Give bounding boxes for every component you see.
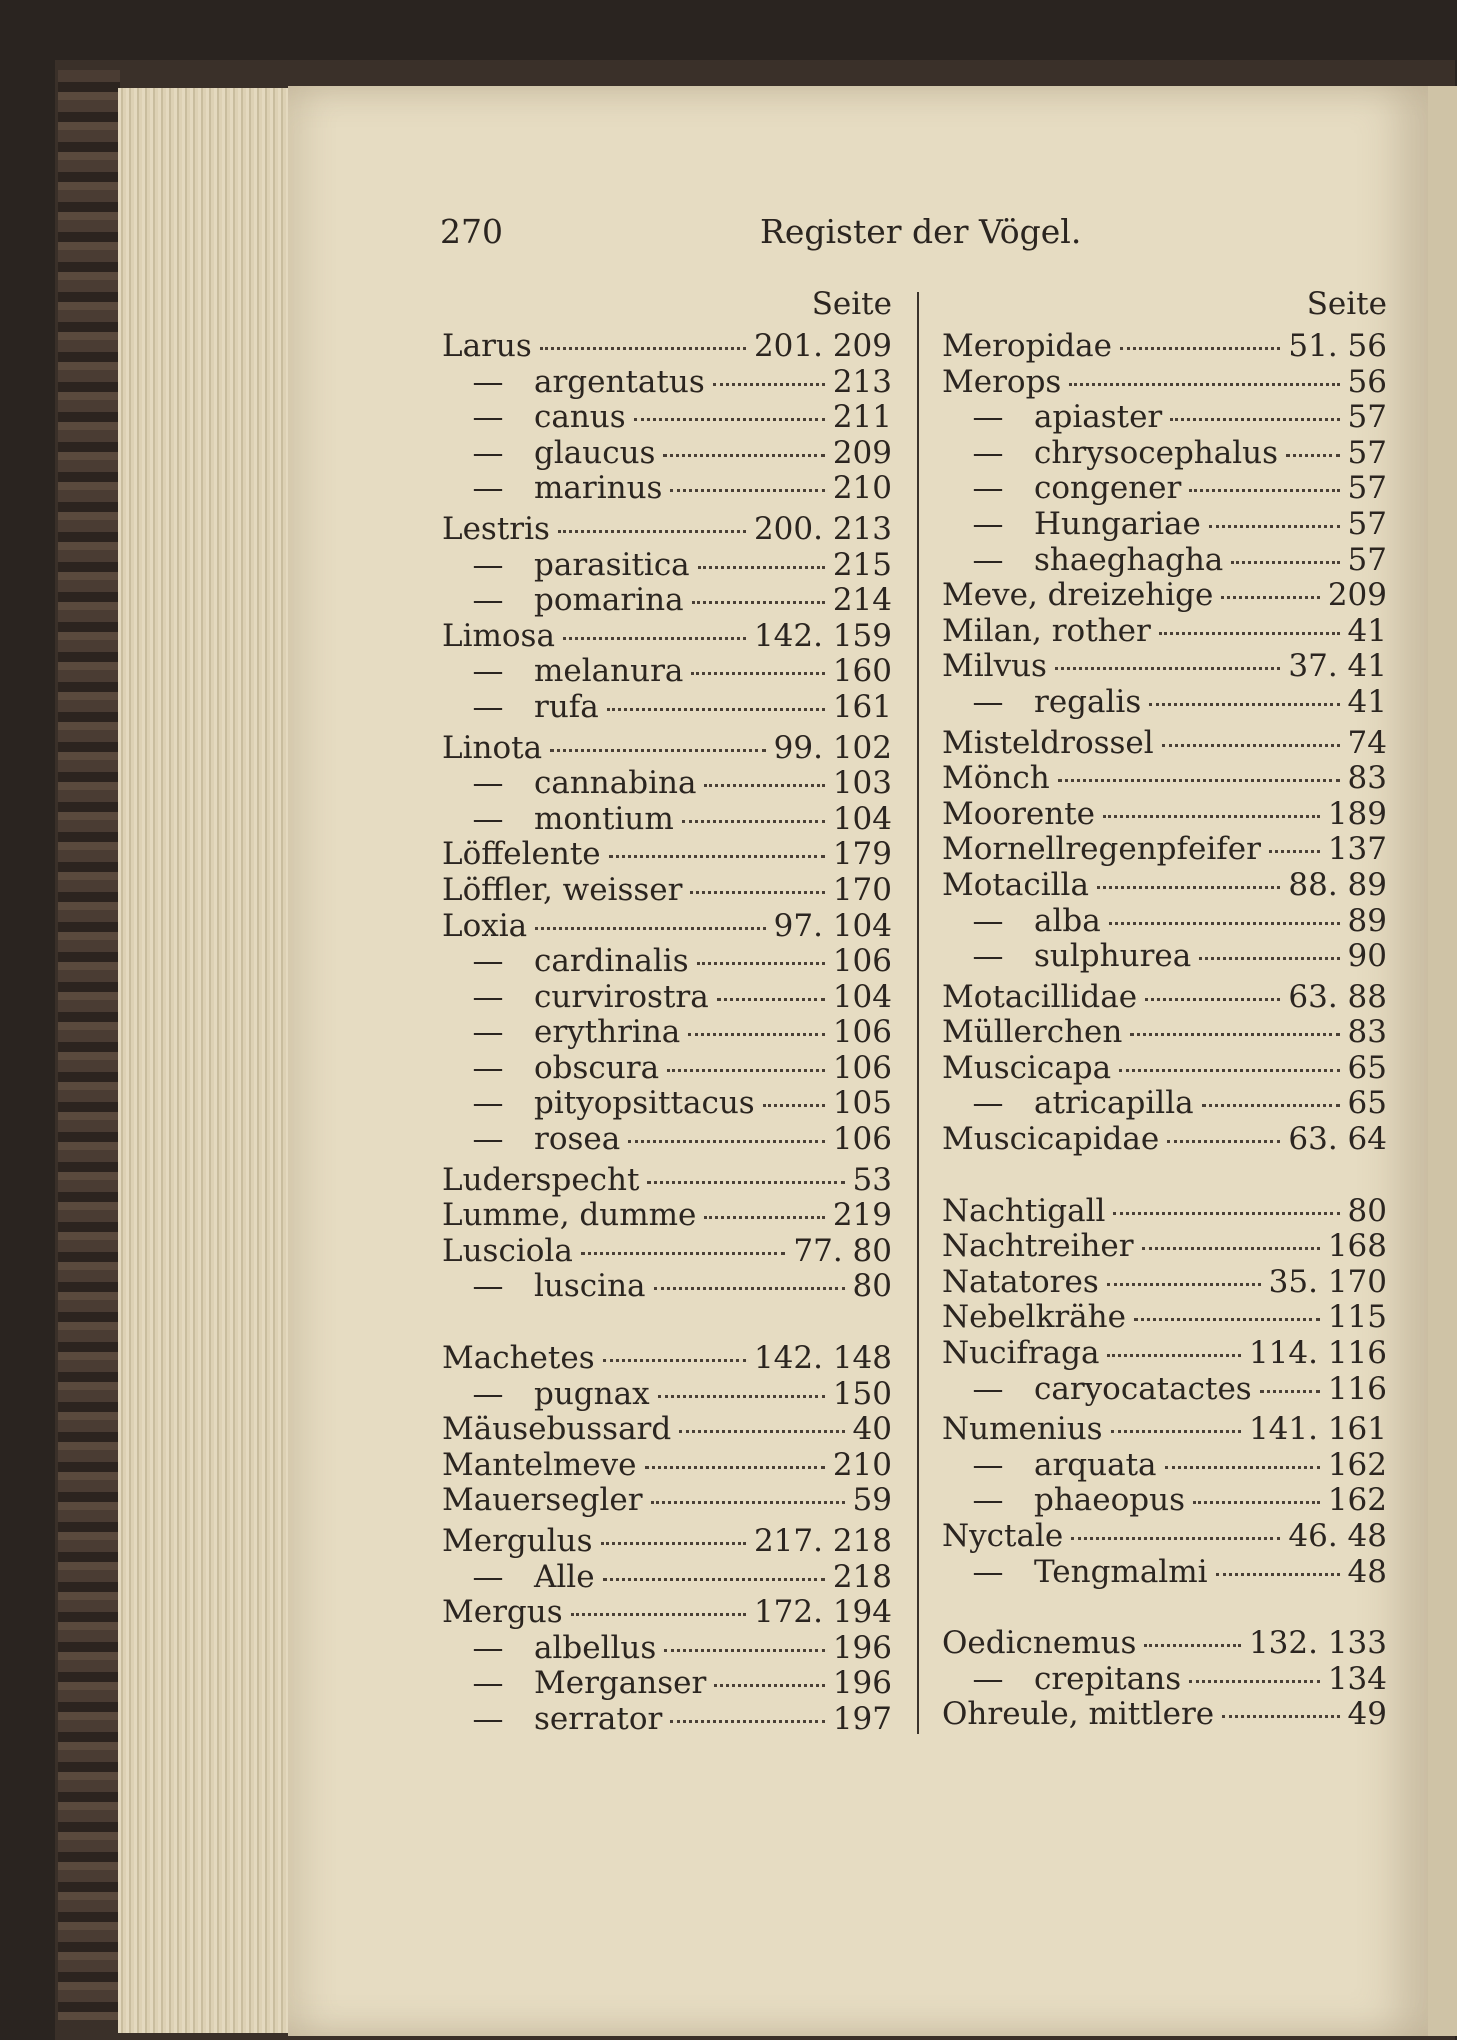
leader-dots xyxy=(1189,458,1339,492)
entry-pages: 115 xyxy=(1327,1299,1387,1336)
entry-pages: 80 xyxy=(1347,1192,1387,1229)
entry-pages: 57 xyxy=(1347,470,1387,507)
entry-name: Mantelmeve xyxy=(442,1446,637,1483)
index-entry xyxy=(942,790,1387,832)
leader-dots xyxy=(603,1328,746,1362)
entry-pages: 48 xyxy=(1347,1553,1387,1590)
leader-dots xyxy=(1107,1323,1240,1357)
ditto-dash: — xyxy=(472,688,504,725)
leader-dots xyxy=(1134,1287,1320,1321)
leader-dots xyxy=(691,641,824,675)
leader-dots xyxy=(692,570,825,604)
entry-pages: 41 xyxy=(1347,612,1387,649)
ditto-dash: — xyxy=(972,399,1004,436)
ditto-dash: — xyxy=(972,1660,1004,1697)
entry-pages: 172. 194 xyxy=(753,1594,892,1631)
leader-dots xyxy=(1119,1038,1339,1072)
entry-name: phaeopus xyxy=(1034,1482,1186,1519)
ditto-dash: — xyxy=(472,1014,504,1051)
entry-pages: 106 xyxy=(832,1049,892,1086)
entry-name: Lestris xyxy=(442,510,550,547)
entry-pages: 106 xyxy=(832,1121,892,1158)
entry-name: erythrina xyxy=(534,1014,681,1051)
leader-dots xyxy=(1055,636,1280,670)
entry-name: shaeghagha xyxy=(1034,541,1224,578)
entry-pages: 104 xyxy=(832,800,892,837)
entry-pages: 83 xyxy=(1347,760,1387,797)
entry-name: argentatus xyxy=(534,363,705,400)
entry-name: alba xyxy=(1034,902,1101,939)
leader-dots xyxy=(1103,784,1320,818)
ditto-dash: — xyxy=(972,938,1004,975)
entry-name: Numenius xyxy=(942,1411,1103,1448)
leader-dots xyxy=(1216,1542,1340,1576)
leader-dots xyxy=(1286,423,1340,457)
ditto-dash: — xyxy=(472,399,504,436)
index-column-right xyxy=(942,286,1387,1733)
entry-name: Mönch xyxy=(942,760,1050,797)
entry-pages: 106 xyxy=(832,1014,892,1051)
entry-pages: 196 xyxy=(832,1629,892,1666)
leader-dots xyxy=(535,896,766,930)
entry-list xyxy=(442,322,892,1737)
leader-dots xyxy=(540,316,746,350)
entry-name: Muscicapa xyxy=(942,1049,1112,1086)
leader-dots xyxy=(1221,565,1320,599)
entry-pages: 57 xyxy=(1347,399,1387,436)
entry-name: Lumme, dumme xyxy=(442,1197,697,1234)
entry-pages: 65 xyxy=(1347,1049,1387,1086)
ditto-dash: — xyxy=(972,1553,1004,1590)
entry-name: Nyctale xyxy=(942,1518,1064,1554)
entry-name: Mergulus xyxy=(442,1523,593,1559)
page-header xyxy=(440,212,1380,256)
leader-dots xyxy=(628,1109,825,1143)
leader-dots xyxy=(1167,1109,1280,1143)
leader-dots xyxy=(1142,1216,1320,1250)
entry-pages: 168 xyxy=(1327,1228,1387,1265)
entry-name: pomarina xyxy=(534,582,684,619)
leader-dots xyxy=(717,967,825,1001)
leader-dots xyxy=(603,1547,825,1581)
entry-name: Milan, rother xyxy=(942,612,1151,649)
page-number: 270 xyxy=(440,212,503,251)
entry-pages: 63. 88 xyxy=(1288,978,1387,1015)
entry-name: Natatores xyxy=(942,1263,1099,1300)
entry-pages: 51. 56 xyxy=(1288,328,1387,364)
leader-dots xyxy=(1111,1399,1241,1433)
entry-pages: 90 xyxy=(1347,938,1387,975)
leader-dots xyxy=(601,1511,746,1545)
entry-pages: 88. 89 xyxy=(1288,866,1387,903)
index-entry xyxy=(942,1619,1387,1662)
leader-dots xyxy=(1145,967,1280,1001)
leader-dots xyxy=(1107,1252,1261,1286)
entry-name: obscura xyxy=(534,1049,660,1086)
index-entry xyxy=(442,1476,892,1519)
entry-name: Misteldrossel xyxy=(942,724,1154,761)
leader-dots xyxy=(667,1038,825,1072)
ditto-dash: — xyxy=(472,978,504,1015)
entry-name: Nucifraga xyxy=(942,1335,1100,1372)
entry-pages: 161 xyxy=(832,688,892,725)
entry-name: cannabina xyxy=(534,765,697,802)
entry-pages: 132. 133 xyxy=(1248,1625,1387,1662)
entry-pages: 213 xyxy=(832,363,892,400)
leader-dots xyxy=(607,677,825,711)
page-title: Register der Vögel. xyxy=(760,212,1082,251)
leader-dots xyxy=(1120,316,1280,350)
entry-name: atricapilla xyxy=(1034,1085,1194,1122)
ditto-dash: — xyxy=(472,363,504,400)
leader-dots xyxy=(550,718,766,752)
ditto-dash: — xyxy=(472,1700,504,1737)
entry-pages: 142. 148 xyxy=(753,1340,892,1377)
entry-name: Luderspecht xyxy=(442,1161,640,1198)
entry-pages: 200. 213 xyxy=(753,510,892,547)
entry-pages: 160 xyxy=(832,653,892,690)
leader-dots xyxy=(698,535,825,569)
entry-name: canus xyxy=(534,399,626,436)
entry-pages: 57 xyxy=(1347,541,1387,578)
seite-label: Seite xyxy=(811,286,892,322)
ditto-dash: — xyxy=(972,541,1004,578)
entry-pages: 170 xyxy=(832,871,892,908)
entry-pages: 99. 102 xyxy=(773,729,892,766)
leader-dots xyxy=(679,1399,844,1433)
column-divider xyxy=(917,292,919,1734)
entry-name: montium xyxy=(534,800,674,837)
leader-dots xyxy=(1170,387,1339,421)
ditto-dash: — xyxy=(472,582,504,619)
entry-name: Muscicapidae xyxy=(942,1121,1160,1158)
leader-dots xyxy=(1159,601,1340,635)
entry-pages: 74 xyxy=(1347,724,1387,761)
ditto-dash: — xyxy=(472,1049,504,1086)
leader-dots xyxy=(1165,1435,1320,1469)
entry-name: parasitica xyxy=(534,546,690,583)
leader-dots xyxy=(670,1689,825,1723)
leader-dots xyxy=(658,1364,825,1398)
entry-name: Nachtigall xyxy=(942,1192,1106,1229)
ditto-dash: — xyxy=(472,470,504,507)
entry-name: congener xyxy=(1034,470,1182,507)
entry-name: melanura xyxy=(534,653,684,690)
leader-dots xyxy=(1130,1002,1339,1036)
ditto-dash: — xyxy=(972,470,1004,507)
entry-pages: 114. 116 xyxy=(1248,1335,1387,1372)
ditto-dash: — xyxy=(972,902,1004,939)
entry-pages: 80 xyxy=(852,1268,892,1305)
entry-pages: 189 xyxy=(1327,795,1387,832)
entry-pages: 83 xyxy=(1347,1014,1387,1051)
entry-list xyxy=(942,322,1387,1733)
entry-name: Hungariae xyxy=(1034,505,1201,542)
entry-name: pityopsittacus xyxy=(534,1085,755,1122)
ditto-dash: — xyxy=(972,1370,1004,1407)
ditto-dash: — xyxy=(972,1085,1004,1122)
entry-pages: 162 xyxy=(1327,1446,1387,1483)
entry-pages: 134 xyxy=(1327,1660,1387,1697)
leader-dots xyxy=(645,1435,825,1469)
leader-dots xyxy=(1058,748,1340,782)
leader-dots xyxy=(663,423,824,457)
entry-pages: 218 xyxy=(832,1558,892,1595)
ditto-dash: — xyxy=(472,765,504,802)
entry-name: Machetes xyxy=(442,1340,595,1377)
ditto-dash: — xyxy=(472,653,504,690)
leader-dots xyxy=(1069,352,1339,386)
entry-pages: 57 xyxy=(1347,434,1387,471)
entry-pages: 116 xyxy=(1327,1370,1387,1407)
entry-pages: 41 xyxy=(1347,683,1387,720)
entry-pages: 210 xyxy=(832,1446,892,1483)
ditto-dash: — xyxy=(472,1268,504,1305)
entry-pages: 77. 80 xyxy=(793,1232,892,1269)
entry-pages: 179 xyxy=(832,836,892,873)
entry-name: caryocatactes xyxy=(1034,1370,1252,1407)
entry-name: sulphurea xyxy=(1034,938,1192,975)
leader-dots xyxy=(1162,713,1340,747)
entry-pages: 49 xyxy=(1347,1696,1387,1733)
leader-dots xyxy=(609,824,825,858)
leader-dots xyxy=(1231,530,1339,564)
ditto-dash: — xyxy=(472,1121,504,1158)
entry-name: Milvus xyxy=(942,648,1047,685)
entry-name: Löffler, weisser xyxy=(442,871,683,908)
entry-pages: 201. 209 xyxy=(753,328,892,364)
leader-dots xyxy=(651,1470,845,1504)
entry-name: Moorente xyxy=(942,795,1096,832)
leader-dots xyxy=(634,387,825,421)
entry-name: Limosa xyxy=(442,617,555,654)
ditto-dash: — xyxy=(472,800,504,837)
entry-name: Mauersegler xyxy=(442,1482,643,1519)
entry-name: Ohreule, mittlere xyxy=(942,1696,1215,1733)
entry-name: serrator xyxy=(534,1700,663,1737)
entry-name: Nachtreiher xyxy=(942,1228,1134,1265)
ditto-dash: — xyxy=(472,1629,504,1666)
facing-page-edge xyxy=(1428,86,1457,2036)
ditto-dash: — xyxy=(472,943,504,980)
entry-name: cardinalis xyxy=(534,943,689,980)
entry-name: Meve, dreizehige xyxy=(942,577,1214,614)
ditto-dash: — xyxy=(472,1558,504,1595)
entry-name: rosea xyxy=(534,1121,621,1158)
entry-pages: 215 xyxy=(832,546,892,583)
entry-name: Nebelkrähe xyxy=(942,1299,1126,1336)
entry-pages: 63. 64 xyxy=(1288,1121,1387,1158)
entry-name: Müllerchen xyxy=(942,1014,1123,1051)
entry-pages: 57 xyxy=(1347,505,1387,542)
entry-name: curvirostra xyxy=(534,978,709,1015)
entry-pages: 104 xyxy=(832,978,892,1015)
entry-name: Oedicnemus xyxy=(942,1625,1137,1662)
leader-dots xyxy=(1193,1470,1320,1504)
page-stack-edge xyxy=(118,88,290,2033)
entry-name: apiaster xyxy=(1034,399,1163,436)
ditto-dash: — xyxy=(972,1446,1004,1483)
entry-pages: 56 xyxy=(1347,363,1387,400)
entry-name: luscina xyxy=(534,1268,646,1305)
index-column-left xyxy=(442,286,892,1737)
ditto-dash: — xyxy=(472,434,504,471)
leader-dots xyxy=(1189,1649,1320,1683)
entry-name: pugnax xyxy=(534,1375,650,1412)
leader-dots xyxy=(1113,1181,1339,1215)
entry-pages: 210 xyxy=(832,470,892,507)
marbled-cover-edge xyxy=(58,70,120,2020)
entry-name: glaucus xyxy=(534,434,656,471)
ditto-dash: — xyxy=(972,683,1004,720)
leader-dots xyxy=(1209,494,1340,528)
leader-dots xyxy=(763,1073,825,1107)
leader-dots xyxy=(697,931,825,965)
entry-pages: 103 xyxy=(832,765,892,802)
entry-pages: 46. 48 xyxy=(1288,1518,1387,1554)
leader-dots xyxy=(690,860,824,894)
entry-name: regalis xyxy=(1034,683,1142,720)
entry-pages: 59 xyxy=(852,1482,892,1519)
entry-name: marinus xyxy=(534,470,663,507)
entry-name: arquata xyxy=(1034,1446,1157,1483)
ditto-dash: — xyxy=(972,505,1004,542)
leader-dots xyxy=(1202,1073,1340,1107)
entry-pages: 53 xyxy=(852,1161,892,1198)
entry-name: Motacillidae xyxy=(942,978,1138,1015)
entry-name: Merops xyxy=(942,363,1062,400)
leader-dots xyxy=(688,1002,825,1036)
leader-dots xyxy=(664,1618,825,1652)
index-entry xyxy=(942,1690,1387,1733)
entry-pages: 209 xyxy=(832,434,892,471)
leader-dots xyxy=(1071,1506,1280,1540)
leader-dots xyxy=(1199,926,1339,960)
leader-dots xyxy=(1109,891,1340,925)
entry-pages: 162 xyxy=(1327,1482,1387,1519)
index-entry xyxy=(942,1329,1387,1372)
entry-name: Mäusebussard xyxy=(442,1411,672,1448)
leader-dots xyxy=(714,1653,825,1687)
entry-pages: 65 xyxy=(1347,1085,1387,1122)
entry-name: Mornellregenpfeifer xyxy=(942,831,1261,868)
entry-pages: 197 xyxy=(832,1700,892,1737)
entry-name: Larus xyxy=(442,328,532,364)
entry-name: Löffelente xyxy=(442,836,601,873)
entry-name: Linota xyxy=(442,729,543,766)
entry-name: Alle xyxy=(534,1558,595,1595)
entry-name: chrysocephalus xyxy=(1034,434,1279,471)
leader-dots xyxy=(1149,672,1339,706)
entry-name: rufa xyxy=(534,688,599,725)
leader-dots xyxy=(558,499,746,533)
entry-pages: 105 xyxy=(832,1085,892,1122)
entry-name: Lusciola xyxy=(442,1232,573,1269)
entry-name: Meropidae xyxy=(942,328,1113,364)
leader-dots xyxy=(1260,1359,1320,1393)
ditto-dash: — xyxy=(972,434,1004,471)
entry-pages: 106 xyxy=(832,943,892,980)
ditto-dash: — xyxy=(472,1375,504,1412)
entry-name: Mergus xyxy=(442,1594,563,1631)
ditto-dash: — xyxy=(472,1665,504,1702)
entry-pages: 97. 104 xyxy=(773,907,892,944)
ditto-dash: — xyxy=(472,1085,504,1122)
entry-pages: 142. 159 xyxy=(753,617,892,654)
ditto-dash: — xyxy=(472,546,504,583)
entry-name: Tengmalmi xyxy=(1034,1553,1208,1590)
leader-dots xyxy=(704,1185,824,1219)
seite-label: Seite xyxy=(1306,286,1387,322)
leader-dots xyxy=(1269,819,1320,853)
entry-pages: 217. 218 xyxy=(753,1523,892,1559)
leader-dots xyxy=(647,1150,844,1184)
leader-dots xyxy=(654,1256,845,1290)
entry-name: Merganser xyxy=(534,1665,707,1702)
entry-pages: 40 xyxy=(852,1411,892,1448)
leader-dots xyxy=(1144,1613,1240,1647)
entry-pages: 219 xyxy=(832,1197,892,1234)
entry-pages: 89 xyxy=(1347,902,1387,939)
leader-dots xyxy=(563,606,746,640)
entry-pages: 196 xyxy=(832,1665,892,1702)
entry-pages: 214 xyxy=(832,582,892,619)
leader-dots xyxy=(704,753,824,787)
entry-name: Loxia xyxy=(442,907,528,944)
entry-pages: 150 xyxy=(832,1375,892,1412)
entry-name: albellus xyxy=(534,1629,657,1666)
leader-dots xyxy=(581,1221,786,1255)
leader-dots xyxy=(1097,855,1280,889)
leader-dots xyxy=(1222,1684,1339,1718)
entry-name: crepitans xyxy=(1034,1660,1182,1697)
entry-pages: 35. 170 xyxy=(1268,1263,1387,1300)
leader-dots xyxy=(682,789,825,823)
entry-pages: 137 xyxy=(1327,831,1387,868)
leader-dots xyxy=(713,352,825,386)
leader-dots xyxy=(571,1582,746,1616)
entry-pages: 211 xyxy=(832,399,892,436)
entry-name: Motacilla xyxy=(942,866,1089,903)
leader-dots xyxy=(670,458,824,492)
entry-pages: 209 xyxy=(1327,577,1387,614)
entry-pages: 141. 161 xyxy=(1248,1411,1387,1448)
entry-pages: 37. 41 xyxy=(1288,648,1387,685)
ditto-dash: — xyxy=(972,1482,1004,1519)
